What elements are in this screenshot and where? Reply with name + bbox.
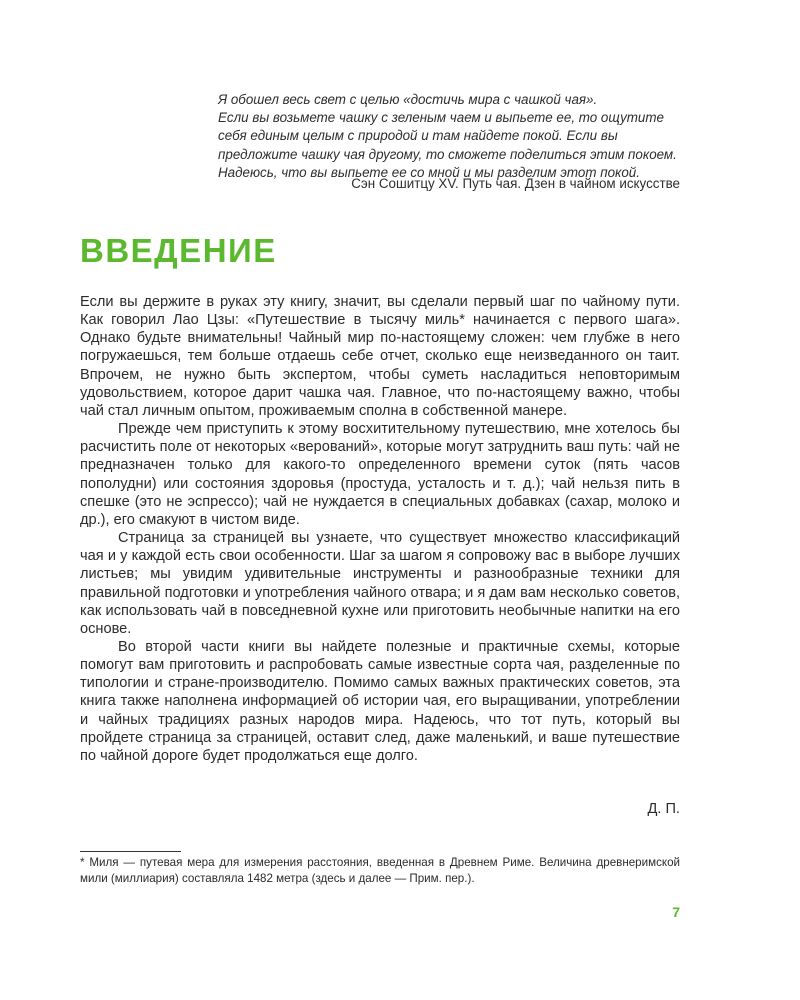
author-signature: Д. П.: [647, 801, 680, 817]
epigraph-line: предложите чашку чая другому, то сможете поделиться этим покоем.: [218, 146, 677, 162]
footnote-divider: [80, 851, 181, 852]
paragraph: Страница за страницей вы узнаете, что существует множество классификаций чая и у каждой есть свои особенности. Шаг за шагом я сопровожу вас в выборе лучших листьев; мы увидим удивительные инструменты и разнообразные техники для правильной подготовки и употребления чайного отвара; и я дам вам несколько советов, как использовать чай в повседневной кухне или приготовить необычные напитки на его основе.: [80, 530, 680, 637]
chapter-heading: ВВЕДЕНИЕ: [80, 232, 277, 269]
epigraph-line: Я обошел весь свет с целью «достичь мира с чашкой чая».: [218, 92, 598, 107]
epigraph-line: Если вы возьмете чашку с зеленым чаем и выпьете ее, то ощутите: [218, 110, 664, 126]
paragraph: Прежде чем приступить к этому восхитительному путешествию, мне хотелось бы расчистить поле от некоторых «верований», которые могут затруднить ваш путь: чай не предназначен только для какого-то определенного времени суток (пять часов пополудни) или состояния здоровья (простуда, усталость и т. д.); чай нельзя пить в спешке (это не эспрессо); чай не нуждается в специальных добавках (сахар, молоко и др.), его смакуют в чистом виде.: [80, 421, 680, 528]
footnote: * Миля — путевая мера для измерения расстояния, введенная в Древнем Риме. Величина древнеримской мили (миллиария) составляла 1482 метра (здесь и далее — Прим. пер.).: [80, 856, 680, 885]
epigraph: [218, 91, 688, 182]
page-number: 7: [672, 904, 680, 920]
epigraph-line: себя единым целым с природой и там найдете покой. Если вы: [218, 128, 618, 144]
body-text: [80, 293, 680, 765]
paragraph: Во второй части книги вы найдете полезные и практичные схемы, которые помогут вам приготовить и распробовать самые известные сорта чая, разделенные по типологии и стране-производителю. Помимо самых важных практических советов, эта книга также наполнена информацией об истории чая, его выращивании, употреблении и чайных традициях разных народов мира. Надеюсь, что тот путь, который вы пройдете страница за страницей, оставит след, даже маленький, и ваше путешествие по чайной дороге будет продолжаться еще долго.: [80, 638, 680, 764]
paragraph: Если вы держите в руках эту книгу, значит, вы сделали первый шаг по чайному пути. Как говорил Лао Цзы: «Путешествие в тысячу миль* начинается с первого шага». Однако будьте внимательны! Чайный мир по-настоящему сложен: чем глубже в него погружаешься, тем больше отдаешь себе отчет, сколько еще неизведанного он таит. Впрочем, не нужно быть экспертом, чтобы суметь насладиться неповторимым удовольствием, которое дарит чашка чая. Главное, что по-настоящему важно, чтобы чай стал личным опытом, проживаемым сполна в собственной манере.: [80, 294, 680, 419]
epigraph-source: Сэн Сошитцу XV. Путь чая. Дзен в чайном искусстве: [351, 176, 680, 191]
epigraph-line: Надеюсь, что вы выпьете ее со мной и мы разделим этот покой.: [218, 164, 640, 180]
